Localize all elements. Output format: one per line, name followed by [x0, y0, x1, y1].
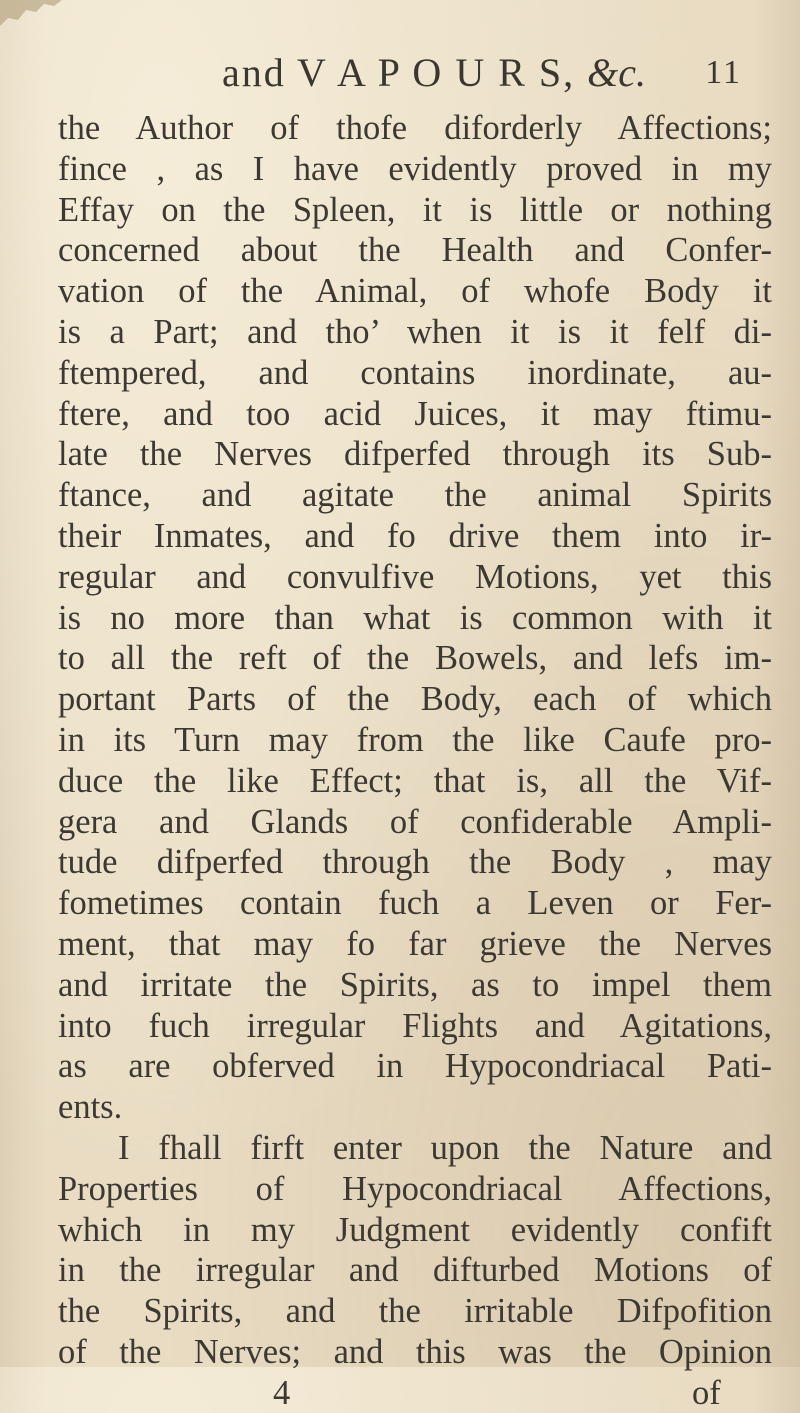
text-line: gera and Glands of confiderable Ampli-: [58, 802, 772, 841]
text-line: Properties of Hypocondriacal Affections,: [58, 1169, 772, 1208]
footer-line: [58, 1373, 772, 1413]
text-line: the Author of thofe diforderly Affections;: [58, 109, 772, 147]
running-head-etc: &c.: [587, 50, 647, 95]
text-line: portant Parts of the Body, each of which: [58, 680, 772, 719]
text-line: fince , as I have evidently proved in my: [58, 149, 772, 188]
body-text: [58, 108, 772, 1413]
text-line: their Inmates, and fo drive them into ir-: [58, 516, 772, 555]
text-line: and irritate the Spirits, as to impel them: [58, 965, 772, 1004]
text-line: ents.: [58, 1088, 123, 1127]
text-line: duce the like Effect; that is, all the Vif-: [58, 761, 772, 800]
text-line: late the Nerves difperfed through its Sub-: [58, 435, 772, 474]
running-head-title: and V A P O U R S,: [222, 50, 576, 95]
text-line: I fhall firft enter upon the Nature and: [118, 1128, 772, 1167]
text-line: vation of the Animal, of whofe Body it: [58, 272, 772, 311]
text-line: ftempered, and contains inordinate, au-: [58, 353, 772, 392]
torn-corner-mark: [0, 0, 70, 28]
text-line: ftere, and too acid Juices, it may ftimu-: [58, 394, 772, 433]
text-line: is no more than what is common with it: [58, 598, 772, 637]
text-line: ment, that may fo far grieve the Nerves: [58, 924, 772, 963]
text-line: tude difperfed through the Body , may: [58, 843, 772, 882]
text-line: of the Nerves; and this was the Opinion: [58, 1332, 772, 1371]
running-head: [222, 48, 762, 98]
signature-mark: 4: [273, 1373, 291, 1412]
text-line: regular and convulfive Motions, yet this: [58, 557, 772, 596]
text-line: concerned about the Health and Confer-: [58, 231, 772, 270]
text-line: ftance, and agitate the animal Spirits: [58, 476, 772, 515]
text-line: the Spirits, and the irritable Difpofition: [58, 1292, 772, 1331]
text-line: in the irregular and difturbed Motions of: [58, 1251, 772, 1290]
text-line: which in my Judgment evidently confift: [58, 1210, 772, 1249]
text-line: in its Turn may from the like Caufe pro-: [58, 720, 772, 759]
text-line: to all the reft of the Bowels, and lefs im-: [58, 639, 772, 678]
text-line: fometimes contain fuch a Leven or Fer-: [58, 884, 772, 923]
page-number: 11: [705, 54, 742, 91]
text-line: is a Part; and tho’ when it is it felf di-: [58, 312, 772, 351]
text-line: as are obferved in Hypocondriacal Pati-: [58, 1047, 772, 1086]
catchword: of: [692, 1373, 721, 1412]
text-line: into fuch irregular Flights and Agitations,: [58, 1006, 772, 1045]
text-line: Effay on the Spleen, it is little or nothing: [58, 190, 772, 229]
